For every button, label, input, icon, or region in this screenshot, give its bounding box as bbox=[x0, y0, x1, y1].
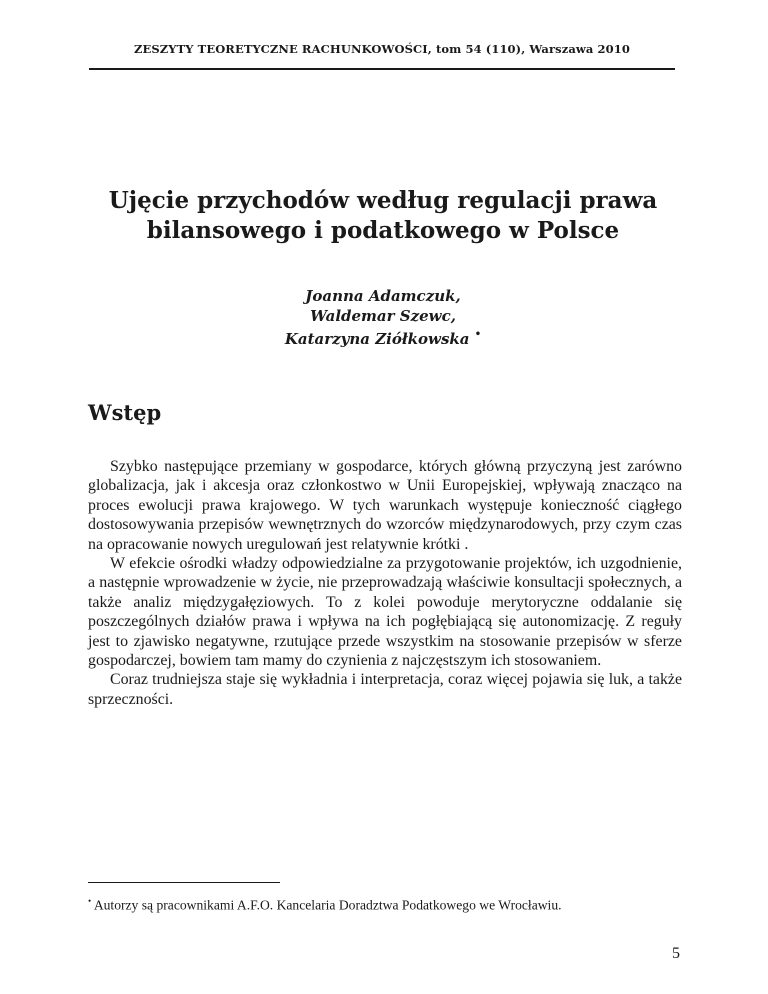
paragraph-3: Coraz trudniejsza staje się wykładnia i interpretacja, coraz więcej pojawia się luk, a także sprzeczności. bbox=[88, 671, 682, 708]
author-3: Katarzyna Ziółkowska bbox=[284, 330, 470, 348]
article-title bbox=[90, 186, 676, 246]
author-2: Waldemar Szewc, bbox=[310, 307, 456, 325]
body-text bbox=[88, 457, 682, 709]
journal-header: ZESZYTY TEORETYCZNE RACHUNKOWOŚCI, tom 54 (110), Warszawa 2010 bbox=[134, 42, 630, 56]
footnote-rule bbox=[88, 882, 280, 883]
author-1: Joanna Adamczuk, bbox=[305, 287, 461, 305]
section-heading: Wstęp bbox=[88, 400, 162, 425]
page-number: 5 bbox=[672, 945, 680, 962]
paragraph-1: Szybko następujące przemiany w gospodarce, których główną przyczyną jest zarówno globalizacja, jak i akcesja oraz członkostwo w Unii Europejskiej, wpływają znacząco na proces ewolucji prawa krajowego. W tych warunkach występuje konieczność ciągłego dostosowywania przepisów wewnętrznych do wzorców międzynarodowych, przy czym czas na opracowanie nowych uregulowań jest relatywnie krótki . bbox=[88, 458, 682, 553]
footnote-reference-marker: • bbox=[474, 329, 482, 340]
paragraph-2: W efekcie ośrodki władzy odpowiedzialne za przygotowanie projektów, ich uzgodnienie, a następnie wprowadzenie w życie, nie przeprowadzają właściwie konsultacji społecznych, a także analiz międzygałęziowych. To z kolei powoduje merytoryczne oddalanie się poszczególnych działów prawa i wpływa na ich pogłębiającą się autonomizację. Z reguły jest to zjawisko negatywne, rzutujące przede wszystkim na stosowanie przepisów w sferze gospodarczej, bowiem tam mamy do czynienia z najczęstszym ich stosowaniem. bbox=[88, 555, 682, 670]
title-line-1: Ujęcie przychodów według regulacji prawa bbox=[108, 187, 658, 214]
author-list bbox=[90, 286, 676, 349]
footnote-marker: • bbox=[88, 896, 92, 906]
footnote bbox=[88, 893, 682, 914]
title-line-2: bilansowego i podatkowego w Polsce bbox=[146, 217, 620, 244]
footnote-text: Autorzy są pracownikami A.F.O. Kancelaria Doradztwa Podatkowego we Wrocławiu. bbox=[93, 897, 562, 913]
author-3-line bbox=[90, 326, 676, 349]
header-rule bbox=[89, 68, 675, 70]
